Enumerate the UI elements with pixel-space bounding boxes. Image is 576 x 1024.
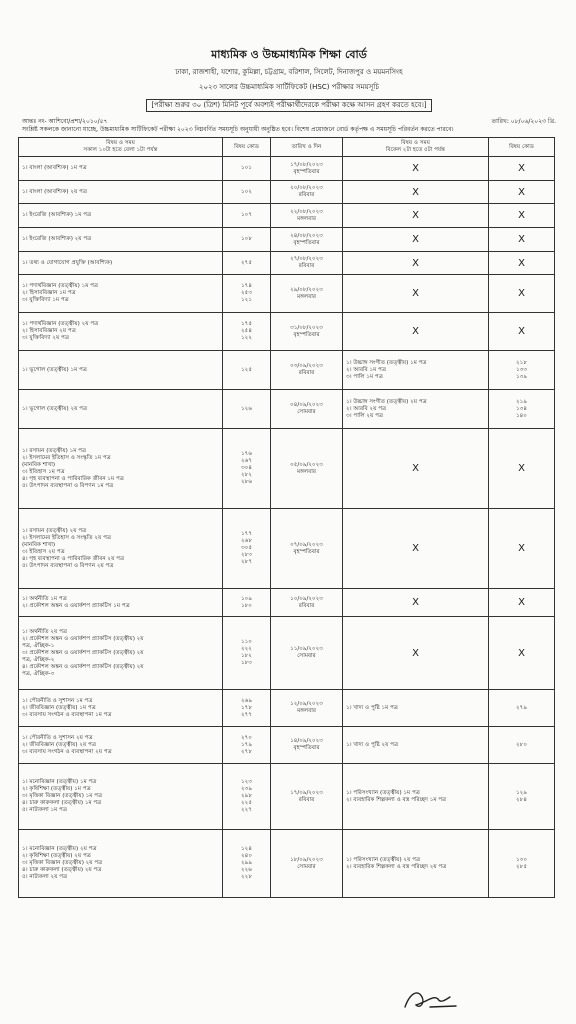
afternoon-none-mark: X bbox=[343, 617, 489, 690]
morning-subjects bbox=[19, 228, 223, 252]
date-text: ০৪/০৯/২০২৩ bbox=[290, 402, 323, 408]
afternoon-none-mark: X bbox=[343, 181, 489, 204]
subject-line: ১। অর্থনীতি ১ম পত্র bbox=[22, 595, 67, 602]
morning-subjects bbox=[19, 830, 223, 898]
subject-code: ২৭৯ bbox=[516, 704, 527, 711]
subject-line: ৩। মৃত্তিকা বিজ্ঞান (তত্ত্বীয়) ২য় পত্র bbox=[22, 860, 103, 866]
subject-line: ২। হিসাববিজ্ঞান ২য় পত্র bbox=[22, 328, 76, 334]
issue-date: তারিখ: ০৮/০৬/২০২৩ খ্রি. bbox=[491, 118, 556, 125]
date-text: ২৪/০৮/২০২৩ bbox=[290, 232, 323, 239]
subject-code: ১৩৯ bbox=[516, 373, 527, 380]
subject-code: ২৭০ bbox=[241, 734, 252, 741]
table-row bbox=[19, 157, 555, 181]
exam-date bbox=[271, 690, 343, 727]
exam-date bbox=[271, 351, 343, 390]
subject-code: ১০১ bbox=[241, 165, 252, 171]
morning-codes bbox=[223, 764, 271, 830]
subject-code: ১৭৪ bbox=[241, 283, 252, 289]
subject-line: ৪। চারু কারুকলা (তত্ত্বীয়) ১ম পত্র bbox=[22, 800, 102, 806]
subject-line: ২। আরবি ১ম পত্র bbox=[346, 366, 386, 373]
subject-code: ১২৫ bbox=[241, 366, 252, 373]
afternoon-code-none-mark: X bbox=[489, 181, 555, 204]
subject-code: ২৮৭ bbox=[241, 559, 252, 565]
subject-code: ২২৮ bbox=[241, 874, 252, 880]
subject-code: ১১০ bbox=[241, 639, 252, 645]
header-afternoon-subject bbox=[343, 138, 489, 157]
reference-line bbox=[18, 118, 560, 126]
day-text: বৃহস্পতিবার bbox=[293, 331, 320, 338]
subject-code: ২২৭ bbox=[241, 807, 252, 813]
subject-code: ২৮৩ bbox=[241, 552, 252, 558]
afternoon-codes bbox=[489, 727, 555, 764]
subject-line: ৩। ব্যবসায় সংগঠন ও ব্যবস্থাপনা ২য় পত্র bbox=[22, 748, 112, 755]
subject-line: ২। ব্যবহারিক শিল্পকলা ও বস্ত্র পরিচ্ছদ ১ম পত্র bbox=[346, 796, 447, 803]
subject-code: ১০৯ bbox=[241, 595, 252, 602]
subject-code: ২৯৯ bbox=[241, 860, 252, 866]
date-text: ২৯/০৮/২০২৩ bbox=[290, 286, 323, 293]
subject-line: ৫। নাট্যকলা ১ম পত্র bbox=[22, 807, 67, 813]
morning-codes bbox=[223, 157, 271, 181]
subject-line: ২। জীববিজ্ঞান (তত্ত্বীয়) ১ম পত্র bbox=[22, 704, 96, 711]
afternoon-subjects bbox=[343, 351, 489, 390]
table-row bbox=[19, 252, 555, 275]
morning-codes bbox=[223, 228, 271, 252]
afternoon-subjects bbox=[343, 764, 489, 830]
table-row bbox=[19, 727, 555, 764]
morning-codes bbox=[223, 351, 271, 390]
exam-date bbox=[271, 429, 343, 509]
subject-line: ৩। ইতিহাস ১ম পত্র bbox=[22, 468, 65, 475]
table-row bbox=[19, 764, 555, 830]
table-row bbox=[19, 390, 555, 429]
subject-code: ১৩৪ bbox=[516, 405, 527, 412]
subject-code: ১৭৮ bbox=[241, 704, 252, 711]
exam-date bbox=[271, 313, 343, 351]
afternoon-code-none-mark: X bbox=[489, 509, 555, 589]
table-row bbox=[19, 351, 555, 390]
table-row bbox=[19, 313, 555, 351]
afternoon-codes bbox=[489, 390, 555, 429]
exam-date bbox=[271, 390, 343, 429]
subject-code: ২২৬ bbox=[241, 867, 252, 873]
subject-line: ১। বাংলা (আবশ্যিক) ১ম পত্র bbox=[22, 165, 87, 171]
afternoon-codes bbox=[489, 830, 555, 898]
reference-number: আন্তঃ নং- আশিবো/প্রশা/২০১০/৫৭ bbox=[22, 118, 108, 125]
day-text: রবিবার bbox=[298, 796, 315, 803]
afternoon-code-none-mark: X bbox=[489, 157, 555, 181]
subject-line: ১। রসায়ন (তত্ত্বীয়) ২য় পত্র bbox=[22, 527, 87, 534]
morning-codes bbox=[223, 275, 271, 313]
day-text: মঙ্গলবার bbox=[297, 468, 316, 475]
morning-subjects bbox=[19, 313, 223, 351]
morning-codes bbox=[223, 830, 271, 898]
day-text: রবিবার bbox=[298, 192, 315, 198]
exam-date bbox=[271, 252, 343, 275]
day-text: রবিবার bbox=[298, 263, 315, 269]
afternoon-subjects bbox=[343, 390, 489, 429]
subject-line: ১। উচ্চাঙ্গ সংগীত (তত্ত্বীয়) ২য় পত্র bbox=[346, 398, 427, 405]
subject-code: ২৬৭ bbox=[241, 458, 252, 464]
afternoon-none-mark: X bbox=[343, 157, 489, 181]
table-row bbox=[19, 228, 555, 252]
subject-line: ১। পৌরনীতি ও সুশাসন ২য় পত্র bbox=[22, 734, 93, 741]
subject-line: ৫। উৎপাদন ব্যবস্থাপনা ও বিপণন ২য় পত্র bbox=[22, 562, 114, 569]
subject-code: ১৭৫ bbox=[241, 321, 252, 327]
day-text: বৃহস্পতিবার bbox=[293, 548, 320, 555]
subject-code: ১২৬ bbox=[241, 405, 252, 412]
subject-line: ১। মনোবিজ্ঞান (তত্ত্বীয়) ২য় পত্র bbox=[22, 846, 97, 852]
subject-line: ১। পদার্থবিজ্ঞান (তত্ত্বীয়) ২য় পত্র bbox=[22, 321, 99, 327]
header-morning-time: সকাল ১০টা হতে বেলা ১টা পর্যন্ত bbox=[83, 147, 158, 153]
header-code: বিষয় কোড bbox=[223, 138, 271, 157]
table-row bbox=[19, 690, 555, 727]
morning-subjects bbox=[19, 390, 223, 429]
exam-date bbox=[271, 228, 343, 252]
subject-code: ১২৪ bbox=[241, 846, 252, 852]
afternoon-codes bbox=[489, 351, 555, 390]
morning-codes bbox=[223, 390, 271, 429]
exam-date bbox=[271, 157, 343, 181]
table-row bbox=[19, 429, 555, 509]
date-text: ১৭/০৮/২০২৩ bbox=[290, 161, 323, 168]
subject-code: ২১৮ bbox=[516, 359, 527, 366]
date-text: ০৫/০৯/২০২৩ bbox=[290, 461, 323, 468]
subject-code: ২১৯ bbox=[516, 398, 527, 405]
morning-subjects bbox=[19, 157, 223, 181]
afternoon-code-none-mark: X bbox=[489, 252, 555, 275]
afternoon-none-mark: X bbox=[343, 509, 489, 589]
subject-code: ১২৩ bbox=[241, 779, 252, 785]
afternoon-subjects bbox=[343, 830, 489, 898]
subject-line: ১। খাদ্য ও পুষ্টি ১ম পত্র bbox=[346, 704, 398, 711]
table-row bbox=[19, 589, 555, 617]
subject-code: ১৭৯ bbox=[241, 741, 252, 748]
subject-line: ১। পরিসংখ্যান (তত্ত্বীয়) ১ম পত্র bbox=[346, 789, 420, 796]
exam-date bbox=[271, 589, 343, 617]
header-code-2: বিষয় কোড bbox=[489, 138, 555, 157]
afternoon-subjects bbox=[343, 727, 489, 764]
subject-code: ১২১ bbox=[241, 297, 252, 303]
header-morning-subject-label: বিষয় ও সময় bbox=[106, 140, 135, 146]
subject-line: ১। খাদ্য ও পুষ্টি ২য় পত্র bbox=[346, 741, 399, 748]
subject-code: ২৭৮ bbox=[241, 748, 252, 755]
afternoon-code-none-mark: X bbox=[489, 429, 555, 509]
table-header-row bbox=[19, 138, 555, 157]
afternoon-none-mark: X bbox=[343, 204, 489, 228]
exam-date bbox=[271, 181, 343, 204]
morning-codes bbox=[223, 690, 271, 727]
exam-date bbox=[271, 509, 343, 589]
morning-subjects bbox=[19, 275, 223, 313]
morning-subjects bbox=[19, 252, 223, 275]
subject-code: ২৪০ bbox=[241, 853, 252, 859]
subject-code: ১২২ bbox=[241, 335, 252, 341]
subject-line: ২। ইসলামের ইতিহাস ও সংস্কৃতি ২য় পত্র bbox=[22, 534, 111, 541]
exam-date bbox=[271, 727, 343, 764]
subject-code: ২৮২ bbox=[241, 472, 252, 478]
morning-codes bbox=[223, 509, 271, 589]
schedule-body bbox=[19, 157, 555, 898]
morning-subjects bbox=[19, 589, 223, 617]
afternoon-none-mark: X bbox=[343, 228, 489, 252]
subject-code: ১৮৩ bbox=[241, 660, 252, 666]
subject-line: ১। বাংলা (আবশ্যিক) ২য় পত্র bbox=[22, 188, 87, 195]
day-text: সোমবার bbox=[297, 409, 316, 415]
subject-line: ২। প্রকৌশল অঙ্কন ও ওয়ার্কশপ প্র্যাকটিস (তত্ত্বীয়) ২য় bbox=[22, 635, 144, 642]
subject-line: ৩। যুক্তিবিদ্যা ২য় পত্র bbox=[22, 335, 69, 341]
subject-code: ২৮০ bbox=[516, 741, 527, 748]
subject-code: ১৩৩ bbox=[516, 366, 527, 373]
header-date: তারিখ ও দিন bbox=[271, 138, 343, 157]
subject-code: ২৬৯ bbox=[241, 697, 252, 704]
header-afternoon-time: বিকেল ২টা হতে ৫টা পর্যন্ত bbox=[385, 147, 446, 153]
subject-code: ১৭৭ bbox=[241, 531, 252, 537]
exam-date bbox=[271, 617, 343, 690]
subject-line: পত্র, ঐচ্ছিক-৩ bbox=[22, 670, 55, 677]
subject-line: ১। পদার্থবিজ্ঞান (তত্ত্বীয়) ১ম পত্র bbox=[22, 283, 99, 289]
exam-date bbox=[271, 204, 343, 228]
subject-line: (মানবিক শাখা) bbox=[22, 541, 56, 548]
schedule-table bbox=[18, 137, 555, 898]
header-morning-subject bbox=[19, 138, 223, 157]
subject-line: ৪। গৃহ ব্যবস্থাপনা ও পারিবারিক জীবন ১ম পত্র bbox=[22, 475, 124, 482]
table-row bbox=[19, 509, 555, 589]
subject-code: ২৬৮ bbox=[241, 538, 252, 544]
subject-code: ১২৯ bbox=[516, 789, 527, 796]
date-text: ২২/০৮/২০২৩ bbox=[290, 208, 323, 215]
morning-subjects bbox=[19, 509, 223, 589]
subject-code: ২৮৬ bbox=[241, 479, 252, 485]
subject-line: ৪। চারু কারুকলা (তত্ত্বীয়) ২য় পত্র bbox=[22, 867, 102, 873]
header-afternoon-subject-label: বিষয় ও সময় bbox=[401, 140, 430, 146]
subject-code: ২৯৮ bbox=[241, 793, 252, 799]
subject-line: ১। ইংরেজি (আবশ্যিক) ১ম পত্র bbox=[22, 212, 92, 218]
morning-subjects bbox=[19, 764, 223, 830]
table-row bbox=[19, 830, 555, 898]
subject-code: ১৪০ bbox=[516, 412, 527, 419]
subject-line: ১। উচ্চাঙ্গ সংগীত (তত্ত্বীয়) ১ম পত্র bbox=[346, 359, 427, 366]
afternoon-codes bbox=[489, 690, 555, 727]
table-row bbox=[19, 204, 555, 228]
day-text: সোমবার bbox=[297, 863, 316, 870]
date-text: ১১/০৯/২০২৩ bbox=[290, 646, 323, 652]
subject-line: ১। ইংরেজি (আবশ্যিক) ২য় পত্র bbox=[22, 236, 92, 242]
subject-code: ২২৫ bbox=[241, 800, 252, 806]
afternoon-code-none-mark: X bbox=[489, 589, 555, 617]
subject-line: ২। ইসলামের ইতিহাস ও সংস্কৃতি ১ম পত্র bbox=[22, 454, 111, 461]
date-text: ১৭/০৯/২০২৩ bbox=[290, 789, 323, 796]
date-text: ১৪/০৯/২০২৩ bbox=[290, 738, 323, 744]
subject-line: ২। কৃষিশিক্ষা (তত্ত্বীয়) ১ম পত্র bbox=[22, 786, 91, 792]
subject-line: ১। পরিসংখ্যান (তত্ত্বীয়) ২য় পত্র bbox=[346, 856, 421, 863]
subject-code: ১০২ bbox=[241, 188, 252, 195]
morning-codes bbox=[223, 313, 271, 351]
subject-line: ৫। উৎপাদন ব্যবস্থাপনা ও বিপণন ১ম পত্র bbox=[22, 482, 114, 489]
subject-code: ২৮৫ bbox=[516, 863, 527, 870]
subject-code: ১০৭ bbox=[241, 212, 252, 218]
subject-code: ৩০৪ bbox=[241, 465, 252, 471]
date-text: ০৭/০৯/২০২৩ bbox=[290, 541, 323, 548]
subject-line: ১। ভূগোল (তত্ত্বীয়) ১ম পত্র bbox=[22, 366, 87, 373]
day-text: মঙ্গলবার bbox=[297, 293, 316, 300]
subject-code: ২৫৩ bbox=[241, 290, 252, 296]
day-text: মঙ্গলবার bbox=[297, 708, 316, 714]
subject-line: ৪। গৃহ ব্যবস্থাপনা ও পারিবারিক জীবন ২য় পত্র bbox=[22, 555, 125, 562]
table-row bbox=[19, 617, 555, 690]
subject-code: ২৮৪ bbox=[516, 796, 527, 803]
subject-line: ১। মনোবিজ্ঞান (তত্ত্বীয়) ১ম পত্র bbox=[22, 779, 97, 785]
morning-codes bbox=[223, 589, 271, 617]
date-text: ২০/০৮/২০২৩ bbox=[290, 185, 323, 191]
afternoon-none-mark: X bbox=[343, 589, 489, 617]
date-text: ১৮/০৯/২০২৩ bbox=[290, 856, 323, 863]
exam-date bbox=[271, 830, 343, 898]
morning-subjects bbox=[19, 727, 223, 764]
subject-code: ৩০৫ bbox=[241, 545, 252, 551]
subject-line: ৩। ইতিহাস ২য় পত্র bbox=[22, 548, 65, 555]
date-text: ১০/০৯/২০২৩ bbox=[290, 595, 323, 602]
subject-line: পত্র, ঐচ্ছিক-১ bbox=[22, 642, 55, 649]
notice-text: সংশ্লিষ্ট সকলকে জানানো যাচ্ছে, উচ্চমাধ্যমিক সার্টিফিকেট পরীক্ষা ২০২৩ নিম্নবর্ণিত সময়সূচি অনুযায়ী অনুষ্ঠিত হবে। বিশেষ প্রয়োজনে বোর্ড কর্তৃপক্ষ এ সময়সূচি পরিবর্তন করতে পারবে। bbox=[22, 126, 454, 133]
morning-codes bbox=[223, 204, 271, 228]
header bbox=[18, 0, 560, 112]
afternoon-none-mark: X bbox=[343, 275, 489, 313]
afternoon-subjects bbox=[343, 690, 489, 727]
day-text: রবিবার bbox=[298, 602, 315, 609]
subject-line: ২। হিসাববিজ্ঞান ১ম পত্র bbox=[22, 290, 76, 296]
morning-codes bbox=[223, 727, 271, 764]
afternoon-none-mark: X bbox=[343, 429, 489, 509]
subject-code: ১৮২ bbox=[241, 653, 252, 659]
subject-line: ২। ব্যবহারিক শিল্পকলা ও বস্ত্র পরিচ্ছদ ২য় পত্র bbox=[346, 863, 447, 870]
subject-line: ৫। নাট্যকলা ২য় পত্র bbox=[22, 874, 68, 880]
date-text: ১২/০৯/২০২৩ bbox=[290, 701, 323, 707]
subject-code: ২৩৯ bbox=[241, 786, 252, 792]
table-row bbox=[19, 181, 555, 204]
subject-line: ২। জীববিজ্ঞান (তত্ত্বীয়) ২য় পত্র bbox=[22, 741, 96, 748]
date-text: ২৭/০৮/২০২৩ bbox=[290, 256, 323, 262]
morning-codes bbox=[223, 252, 271, 275]
morning-subjects bbox=[19, 690, 223, 727]
morning-codes bbox=[223, 617, 271, 690]
subject-line: ১। ভূগোল (তত্ত্বীয়) ২য় পত্র bbox=[22, 405, 88, 412]
subject-line: ২। কৃষিশিক্ষা (তত্ত্বীয়) ২য় পত্র bbox=[22, 853, 91, 859]
morning-codes bbox=[223, 181, 271, 204]
day-text: বৃহস্পতিবার bbox=[293, 168, 320, 175]
day-text: রবিবার bbox=[298, 370, 315, 376]
subject-line: ২। আরবি ২য় পত্র bbox=[346, 405, 387, 412]
afternoon-code-none-mark: X bbox=[489, 275, 555, 313]
subject-line: ৪। প্রকৌশল অঙ্কন ও ওয়ার্কশপ প্র্যাকটিস (তত্ত্বীয়) ২য় bbox=[22, 663, 144, 670]
morning-subjects bbox=[19, 351, 223, 390]
subject-line: ২। প্রকৌশল অঙ্কন ও ওয়ার্কশপ প্র্যাকটিস ১ম পত্র bbox=[22, 602, 130, 609]
afternoon-none-mark: X bbox=[343, 313, 489, 351]
subject-code: ২৭৭ bbox=[241, 711, 252, 718]
subject-line: ৩। যুক্তিবিদ্যা ১ম পত্র bbox=[22, 297, 69, 303]
subject-code: ১৩০ bbox=[516, 856, 527, 863]
date-text: ৩১/০৮/২০২৩ bbox=[290, 324, 323, 331]
morning-subjects bbox=[19, 204, 223, 228]
subject-line: ৩। পালি ২য় পত্র bbox=[346, 412, 383, 419]
exam-date bbox=[271, 764, 343, 830]
morning-subjects bbox=[19, 617, 223, 690]
subject-code: ২৫৪ bbox=[241, 328, 252, 334]
date-text: ০৩/০৯/২০২৩ bbox=[290, 363, 323, 369]
day-text: মঙ্গলবার bbox=[297, 215, 316, 222]
afternoon-code-none-mark: X bbox=[489, 617, 555, 690]
board-cities: ঢাকা, রাজশাহী, যশোর, কুমিল্লা, চট্টগ্রাম, বরিশাল, সিলেট, দিনাজপুর ও ময়মনসিংহ bbox=[175, 68, 403, 76]
afternoon-code-none-mark: X bbox=[489, 313, 555, 351]
signature bbox=[400, 985, 460, 1013]
subject-line: ৩। ব্যবসায় সংগঠন ও ব্যবস্থাপনা ১ম পত্র bbox=[22, 711, 112, 718]
day-text: বৃহস্পতিবার bbox=[293, 745, 320, 751]
morning-codes bbox=[223, 429, 271, 509]
subject-line: ১। পৌরনীতি ও সুশাসন ১ম পত্র bbox=[22, 697, 93, 704]
morning-subjects bbox=[19, 181, 223, 204]
subject-line: ১। তথ্য ও যোগাযোগ প্রযুক্তি (আবশ্যিক) bbox=[22, 259, 113, 266]
exam-date bbox=[271, 275, 343, 313]
subject-line: ৩। পালি ১ম পত্র bbox=[346, 373, 383, 380]
subject-code: ১৮০ bbox=[241, 602, 252, 609]
afternoon-code-none-mark: X bbox=[489, 228, 555, 252]
subject-line: ১। অর্থনীতি ২য় পত্র bbox=[22, 628, 68, 635]
subject-line: (মানবিক শাখা) bbox=[22, 461, 56, 468]
subject-code: ২২২ bbox=[241, 646, 252, 652]
day-text: বৃহস্পতিবার bbox=[293, 239, 320, 246]
exam-title: ২০২৩ সালের উচ্চমাধ্যমিক সার্টিফিকেট (HSC) পরীক্ষার সময়সূচি bbox=[198, 83, 380, 91]
subject-line: ৩। মৃত্তিকা বিজ্ঞান (তত্ত্বীয়) ১ম পত্র bbox=[22, 793, 103, 799]
afternoon-none-mark: X bbox=[343, 252, 489, 275]
subject-code: ২৭৫ bbox=[241, 259, 252, 266]
afternoon-codes bbox=[489, 764, 555, 830]
afternoon-code-none-mark: X bbox=[489, 204, 555, 228]
subject-line: পত্র, ঐচ্ছিক-২ bbox=[22, 656, 55, 663]
board-title: মাধ্যমিক ও উচ্চমাধ্যমিক শিক্ষা বোর্ড bbox=[211, 48, 367, 61]
subject-line: ৩। প্রকৌশল অঙ্কন ও ওয়ার্কশপ প্র্যাকটিস (তত্ত্বীয়) ২য় bbox=[22, 649, 144, 656]
table-row bbox=[19, 275, 555, 313]
subject-code: ১৭৬ bbox=[241, 451, 252, 457]
subject-code: ১০৮ bbox=[241, 236, 252, 242]
boxed-note: [পরীক্ষা শুরুর ৩০ (ত্রিশ) মিনিট পূর্বে অবশ্যই পরীক্ষার্থীদেরকে পরীক্ষা কক্ষে আসন গ্রহণ করতে হবে।] bbox=[146, 99, 431, 112]
subject-line: ১। রসায়ন (তত্ত্বীয়) ১ম পত্র bbox=[22, 447, 87, 454]
day-text: সোমবার bbox=[297, 653, 316, 659]
morning-subjects bbox=[19, 429, 223, 509]
